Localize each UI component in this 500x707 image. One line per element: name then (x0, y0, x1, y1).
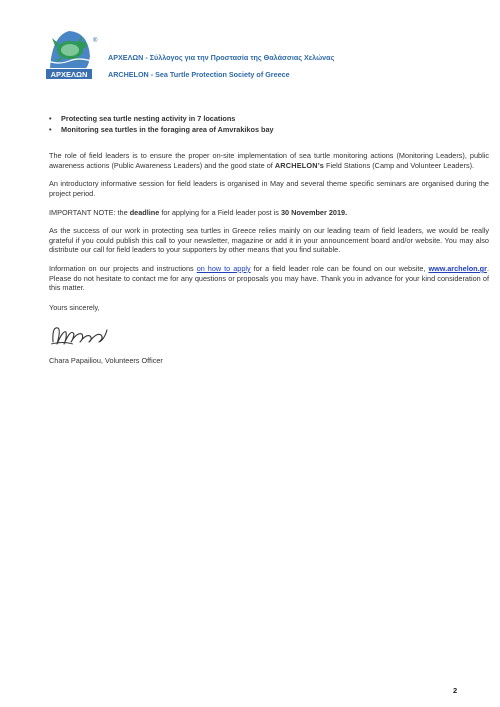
page-number: 2 (453, 686, 458, 695)
list-item: • Monitoring sea turtles in the foraging area of Amvrakikos bay (49, 125, 489, 135)
how-to-apply-link[interactable]: on how to apply (196, 263, 251, 273)
information-paragraph: Information on our projects and instructions on how to apply for a field leader role can be found on our website, www.archelon.gr. Please do not hesitate to contact me for any questions or proposals you may have. Thank you in advance for your kind consideration of this matter. (49, 263, 489, 293)
website-link[interactable]: www.archelon.gr (428, 263, 487, 273)
list-item: • Protecting sea turtle nesting activity in 7 locations (49, 114, 489, 124)
logo-wordmark: ΑΡΧΕΛΩΝ (50, 70, 88, 79)
signer-name: Chara Papailiou, Volunteers Officer (49, 356, 163, 366)
activity-list (49, 114, 489, 134)
deadline-label: deadline (129, 207, 160, 217)
letter-body (49, 114, 489, 366)
field-leaders-role-paragraph: The role of field leaders is to ensure the proper on-site implementation of sea turtle monitoring actions (Monitoring Leaders), public awareness actions (Public Awareness Leaders) and the good state of ARCHELON’s Field Stations (Camp and Volunteer Leaders). (49, 151, 489, 170)
closing-salutation: Yours sincerely, (49, 302, 100, 312)
registered-mark: ® (93, 38, 98, 44)
info-session-paragraph: An introductory informative session for field leaders is organised in May and several theme specific seminars are organised during the project period. (49, 179, 489, 198)
org-name-english: ARCHELON - Sea Turtle Protection Society of Greece (108, 70, 290, 79)
deadline-note-paragraph: IMPORTANT NOTE: the deadline for applying for a Field leader post is 30 November 2019. (49, 207, 348, 217)
org-name-greek: ΑΡΧΕΛΩΝ - Σύλλογος για την Προστασία της Θαλάσσιας Χελώνας (108, 53, 335, 62)
archelon-logo (44, 28, 94, 80)
signature (49, 320, 109, 350)
archelon-brand-text: ARCHELON’s (274, 160, 324, 170)
deadline-date: 30 November 2019. (280, 207, 348, 217)
publication-request-paragraph: As the success of our work in protecting sea turtles in Greece relies mainly on our leading team of field leaders, we would be really grateful if you could publish this call to your newsletter, magazine or add it in your announcement board and/or website. You may also distribute our call for field leaders to your supporters by other means that you find suitable. (49, 226, 489, 255)
